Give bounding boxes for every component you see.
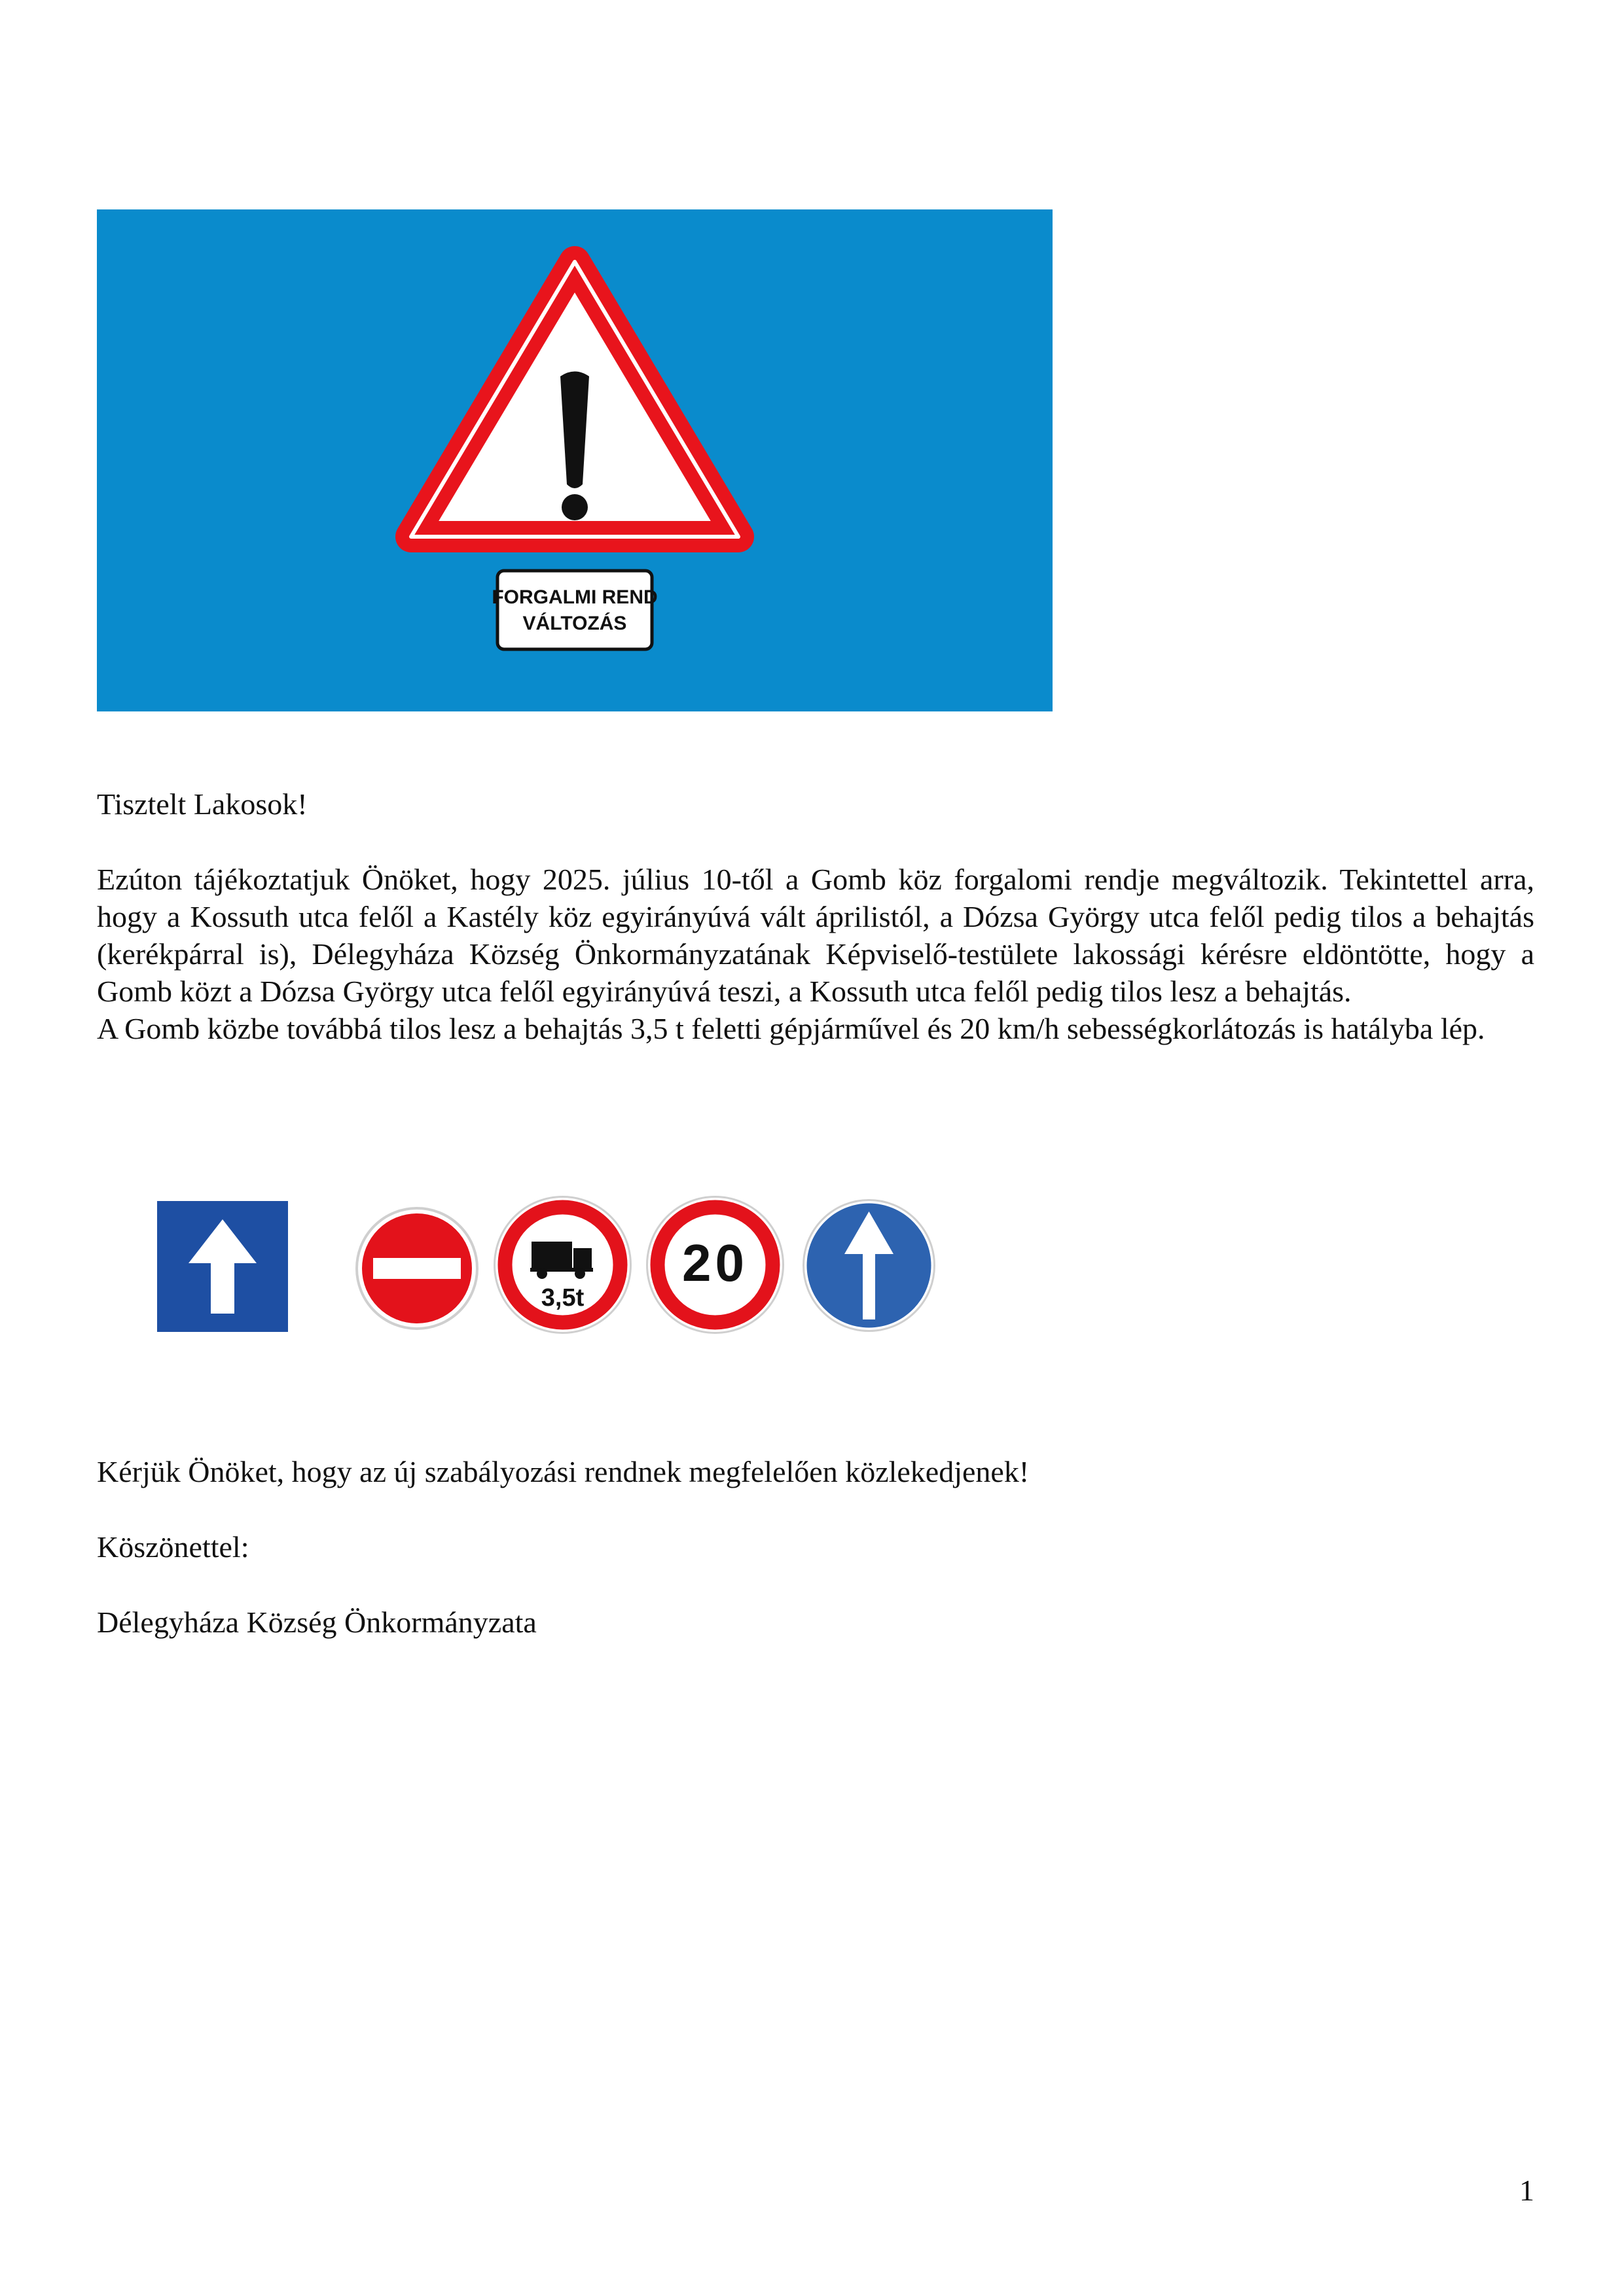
- plate-text-line1: FORGALMI REND: [492, 586, 658, 608]
- weight-limit-icon: [492, 1194, 633, 1335]
- request-text: Kérjük Önöket, hogy az új szabályozási rendnek megfelelően közlekedjenek!: [97, 1455, 1030, 1488]
- speed-limit-label: 20: [682, 1234, 748, 1292]
- speed-limit-icon: [645, 1194, 785, 1335]
- traffic-change-plate: [492, 571, 657, 649]
- page-number: 1: [1519, 2174, 1534, 2207]
- greeting: Tisztelt Lakosok!: [97, 787, 308, 821]
- letter-body: [97, 861, 1534, 1047]
- traffic-signs-row: [157, 1194, 969, 1345]
- paragraph-restrictions: A Gomb közbe továbbá tilos lesz a behajtás 3,5 t feletti gépjárművel és 20 km/h sebességkorlátozás is hatályba lép.: [97, 1012, 1485, 1045]
- plate-text-line2: VÁLTOZÁS: [522, 613, 627, 634]
- weight-limit-label: 3,5t: [541, 1284, 585, 1312]
- signature: Délegyháza Község Önkormányzata: [97, 1605, 537, 1639]
- warning-sign-illustration: [97, 209, 1053, 711]
- no-entry-icon: [355, 1206, 479, 1331]
- thanks-text: Köszönettel:: [97, 1530, 249, 1564]
- ahead-only-icon: [802, 1198, 936, 1333]
- paragraph-traffic-change: Ezúton tájékoztatjuk Önöket, hogy 2025. július 10-től a Gomb köz forgalomi rendje megváltozik. Tekintettel arra, hogy a Kossuth utca felől a Kastély köz egyirányúvá vált áprilistól, a Dózsa György utca felől pedig tilos a behajtás (kerékpárral is), Délegyháza Község Önkormányzatának Képviselő-testülete lakossági kérésre eldöntötte, hogy a Gomb közt a Dózsa György utca felől egyirányúvá teszi, a Kossuth utca felől pedig tilos lesz a behajtás.: [97, 863, 1534, 1008]
- one-way-street-icon: [157, 1201, 288, 1332]
- header-banner-image: [97, 209, 1053, 711]
